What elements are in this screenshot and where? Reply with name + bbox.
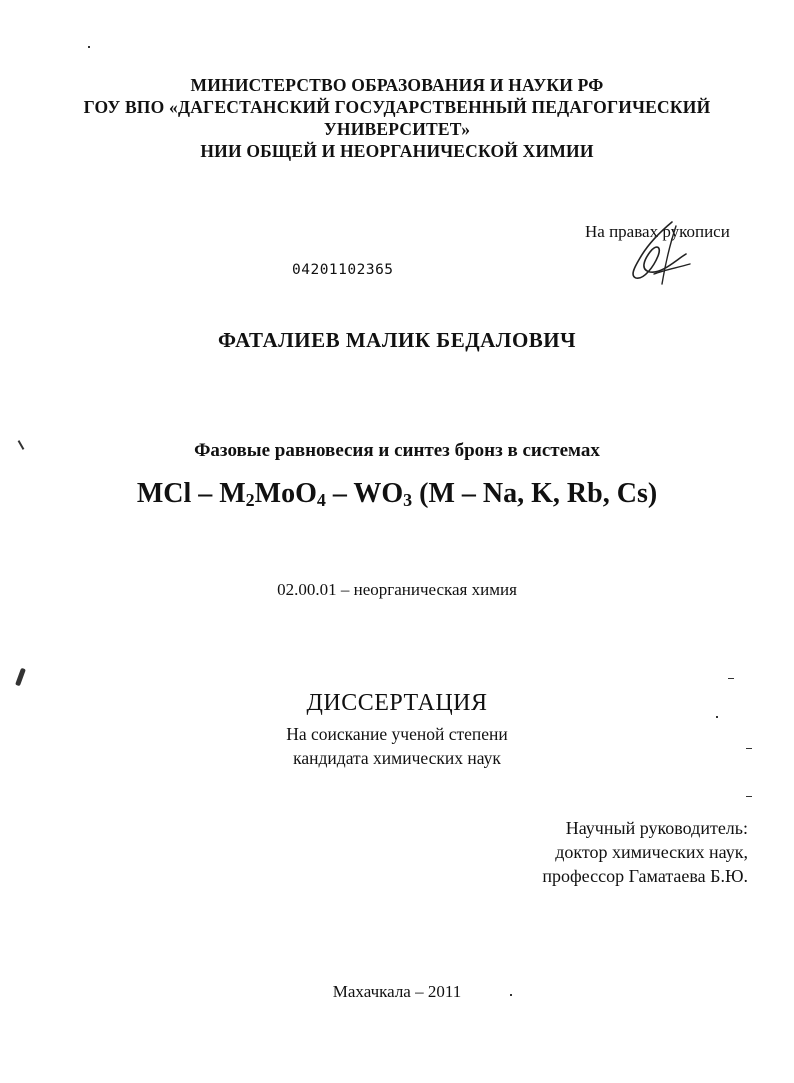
university-line-cont: УНИВЕРСИТЕТ» [323,119,471,139]
institute-line: НИИ ОБЩЕЙ И НЕОРГАНИЧЕСКОЙ ХИМИИ [200,141,594,161]
scan-speck [746,796,752,797]
scan-speck [88,46,90,48]
scan-speck [728,678,734,679]
ministry-line: МИНИСТЕРСТВО ОБРАЗОВАНИЯ И НАУКИ РФ [190,75,604,95]
inventory-number: 04201102365 [292,262,394,278]
thesis-formula: MCl – $M_2MoO_4 - WO_3$ (M – Na, K, Rb, Cs) [136,478,658,510]
supervisor-label: Научный руководитель: [565,818,748,838]
author-name: ФАТАЛИЕВ МАЛИК БЕДАЛОВИЧ [217,328,577,352]
scan-speck [15,668,26,687]
degree-line-1: На соискание ученой степени [286,724,508,744]
university-line: ГОУ ВПО «ДАГЕСТАНСКИЙ ГОСУДАРСТВЕННЫЙ ПЕДАГОГИЧЕСКИЙ [83,97,711,117]
supervisor-degree: доктор химических наук, [555,842,748,862]
scan-speck [746,748,752,749]
degree-description [0,722,794,770]
supervisor-name: профессор Гаматаева Б.Ю. [542,866,748,886]
institution-header [0,74,794,162]
degree-line-2: кандидата химических наук [293,748,501,768]
signature-image [610,214,700,294]
specialty-code: 02.00.01 – неорганическая химия [277,580,517,599]
manuscript-rights-note: На правах рукописи [585,222,730,241]
scan-speck [510,994,512,996]
thesis-title: Фазовые равновесия и синтез бронз в системах [194,440,600,461]
city-year: Махачкала – 2011 [332,982,462,1001]
dissertation-label: ДИССЕРТАЦИЯ [306,690,488,716]
supervisor-block [542,816,748,888]
scan-speck [716,716,718,718]
